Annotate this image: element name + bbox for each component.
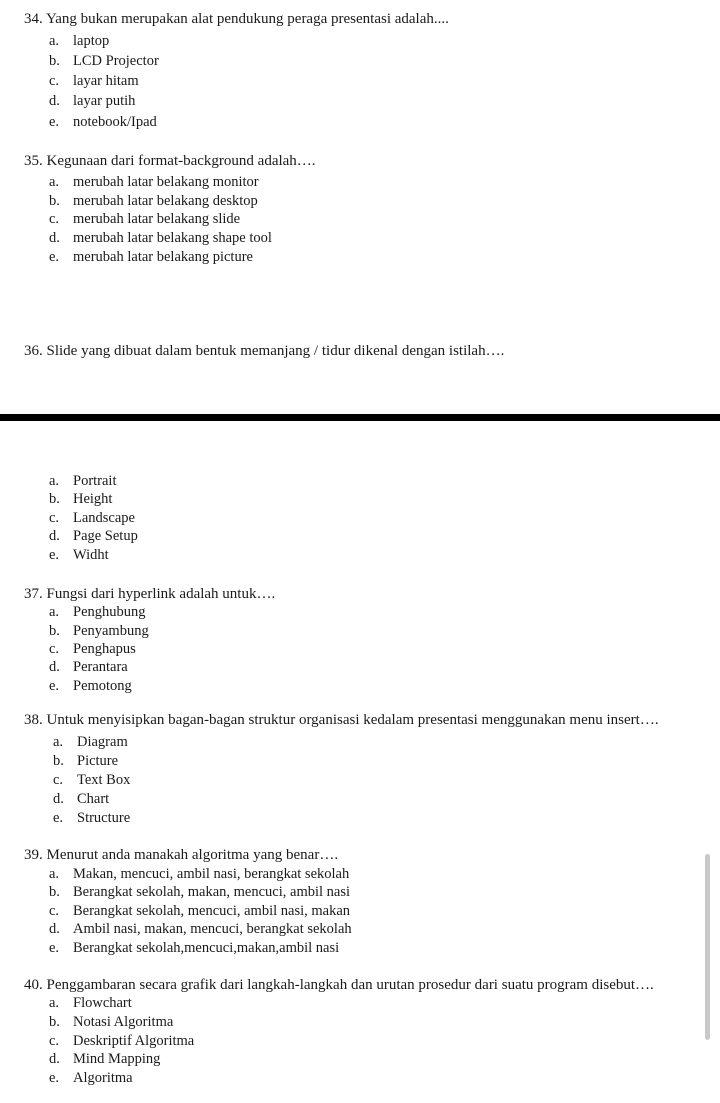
option-letter: c. bbox=[53, 772, 64, 788]
option-b bbox=[49, 52, 159, 70]
option-text: Penghapus bbox=[73, 641, 136, 657]
question-40 bbox=[0, 976, 720, 1094]
question-text: 34. Yang bukan merupakan alat pendukung peraga presentasi adalah.... bbox=[24, 11, 449, 27]
option-letter: e. bbox=[49, 547, 60, 563]
option-letter: d. bbox=[53, 791, 64, 807]
option-letter: e. bbox=[49, 678, 60, 694]
option-text: merubah latar belakang slide bbox=[73, 211, 241, 227]
option-text: Diagram bbox=[77, 734, 128, 750]
option-d bbox=[49, 658, 128, 676]
option-b bbox=[49, 622, 149, 640]
option-letter: a. bbox=[49, 473, 60, 489]
option-text: notebook/Ipad bbox=[73, 114, 157, 130]
option-letter: b. bbox=[49, 193, 60, 209]
option-c bbox=[49, 509, 135, 527]
option-a bbox=[49, 32, 109, 50]
option-text: merubah latar belakang desktop bbox=[73, 193, 258, 209]
option-e bbox=[49, 113, 157, 131]
option-letter: b. bbox=[49, 623, 60, 639]
option-letter: a. bbox=[49, 33, 60, 49]
option-text: LCD Projector bbox=[73, 53, 159, 69]
option-a bbox=[49, 865, 349, 883]
option-c bbox=[49, 1032, 194, 1050]
question-text: 37. Fungsi dari hyperlink adalah untuk…. bbox=[24, 586, 276, 602]
option-letter: a. bbox=[49, 174, 60, 190]
question-37 bbox=[0, 585, 720, 700]
option-letter: d. bbox=[49, 1051, 60, 1067]
option-text: merubah latar belakang monitor bbox=[73, 174, 259, 190]
option-text: Penyambung bbox=[73, 623, 149, 639]
option-letter: b. bbox=[49, 1014, 60, 1030]
option-d bbox=[49, 92, 135, 110]
option-c bbox=[49, 640, 136, 658]
option-letter: e. bbox=[49, 940, 60, 956]
scrollbar-thumb[interactable] bbox=[705, 854, 710, 1040]
option-a bbox=[49, 472, 117, 490]
option-e bbox=[49, 939, 339, 957]
option-a bbox=[49, 603, 146, 621]
option-text: Ambil nasi, makan, mencuci, berangkat sekolah bbox=[73, 921, 352, 937]
option-letter: c. bbox=[49, 73, 60, 89]
option-c bbox=[49, 902, 350, 920]
question-text: 35. Kegunaan dari format-background adalah…. bbox=[24, 153, 316, 169]
option-a bbox=[53, 733, 128, 751]
option-text: Pemotong bbox=[73, 678, 132, 694]
option-text: Berangkat sekolah, makan, mencuci, ambil nasi bbox=[73, 884, 351, 900]
option-text: merubah latar belakang picture bbox=[73, 249, 253, 265]
option-b bbox=[49, 490, 112, 508]
option-letter: a. bbox=[53, 734, 64, 750]
option-letter: e. bbox=[49, 249, 60, 265]
option-text: Berangkat sekolah,mencuci,makan,ambil nasi bbox=[73, 940, 340, 956]
page-divider bbox=[0, 414, 720, 421]
option-text: Mind Mapping bbox=[73, 1051, 161, 1067]
option-text: Penghubung bbox=[73, 604, 146, 620]
option-e bbox=[53, 809, 130, 827]
option-letter: c. bbox=[49, 903, 60, 919]
option-letter: a. bbox=[49, 995, 60, 1011]
option-text: layar putih bbox=[73, 93, 136, 109]
option-c bbox=[49, 72, 139, 90]
option-c bbox=[49, 210, 240, 228]
question-text: 40. Penggambaran secara grafik dari langkah-langkah dan urutan prosedur dari suatu program disebut…. bbox=[24, 977, 654, 993]
option-text: Portrait bbox=[73, 473, 117, 489]
option-b bbox=[53, 752, 118, 770]
option-text: Notasi Algoritma bbox=[73, 1014, 174, 1030]
option-letter: b. bbox=[49, 884, 60, 900]
option-text: layar hitam bbox=[73, 73, 139, 89]
option-text: Flowchart bbox=[73, 995, 132, 1011]
option-letter: a. bbox=[49, 604, 60, 620]
option-text: Text Box bbox=[77, 772, 131, 788]
option-c bbox=[53, 771, 130, 789]
option-d bbox=[49, 527, 138, 545]
option-letter: d. bbox=[49, 528, 60, 544]
option-a bbox=[49, 994, 132, 1012]
option-text: Perantara bbox=[73, 659, 128, 675]
option-letter: d. bbox=[49, 93, 60, 109]
option-d bbox=[49, 920, 352, 938]
option-letter: e. bbox=[49, 114, 60, 130]
option-text: merubah latar belakang shape tool bbox=[73, 230, 272, 246]
option-e bbox=[49, 1069, 133, 1087]
option-text: Picture bbox=[77, 753, 119, 769]
option-text: Chart bbox=[77, 791, 110, 807]
option-letter: a. bbox=[49, 866, 60, 882]
option-letter: d. bbox=[49, 921, 60, 937]
option-text: Structure bbox=[77, 810, 131, 826]
option-letter: c. bbox=[49, 510, 60, 526]
option-letter: c. bbox=[49, 641, 60, 657]
question-36-options bbox=[0, 472, 720, 572]
option-letter: b. bbox=[49, 53, 60, 69]
option-text: Height bbox=[73, 491, 113, 507]
option-b bbox=[49, 192, 258, 210]
option-letter: d. bbox=[49, 659, 60, 675]
option-b bbox=[49, 883, 350, 901]
option-letter: b. bbox=[49, 491, 60, 507]
option-letter: c. bbox=[49, 1033, 60, 1049]
option-letter: b. bbox=[53, 753, 64, 769]
option-text: Widht bbox=[73, 547, 109, 563]
question-text: 39. Menurut anda manakah algoritma yang benar…. bbox=[24, 847, 339, 863]
option-letter: c. bbox=[49, 211, 60, 227]
option-text: Deskriptif Algoritma bbox=[73, 1033, 195, 1049]
question-text: 38. Untuk menyisipkan bagan-bagan struktur organisasi kedalam presentasi menggunakan menu insert…. bbox=[24, 712, 659, 728]
option-e bbox=[49, 546, 109, 564]
option-letter: e. bbox=[49, 1070, 60, 1086]
option-e bbox=[49, 677, 132, 695]
option-e bbox=[49, 248, 253, 266]
option-d bbox=[53, 790, 109, 808]
option-text: Makan, mencuci, ambil nasi, berangkat sekolah bbox=[73, 866, 350, 882]
question-39 bbox=[0, 846, 720, 961]
question-text: 36. Slide yang dibuat dalam bentuk memanjang / tidur dikenal dengan istilah…. bbox=[24, 343, 505, 359]
option-text: Page Setup bbox=[73, 528, 138, 544]
question-35 bbox=[0, 152, 720, 272]
option-text: Algoritma bbox=[73, 1070, 133, 1086]
option-text: Berangkat sekolah, mencuci, ambil nasi, makan bbox=[73, 903, 351, 919]
option-d bbox=[49, 229, 272, 247]
option-text: Landscape bbox=[73, 510, 135, 526]
option-letter: d. bbox=[49, 230, 60, 246]
option-b bbox=[49, 1013, 173, 1031]
option-d bbox=[49, 1050, 160, 1068]
question-36 bbox=[0, 342, 720, 364]
question-38 bbox=[0, 711, 720, 831]
option-text: laptop bbox=[73, 33, 110, 49]
option-letter: e. bbox=[53, 810, 64, 826]
option-a bbox=[49, 173, 259, 191]
question-34 bbox=[0, 10, 720, 135]
